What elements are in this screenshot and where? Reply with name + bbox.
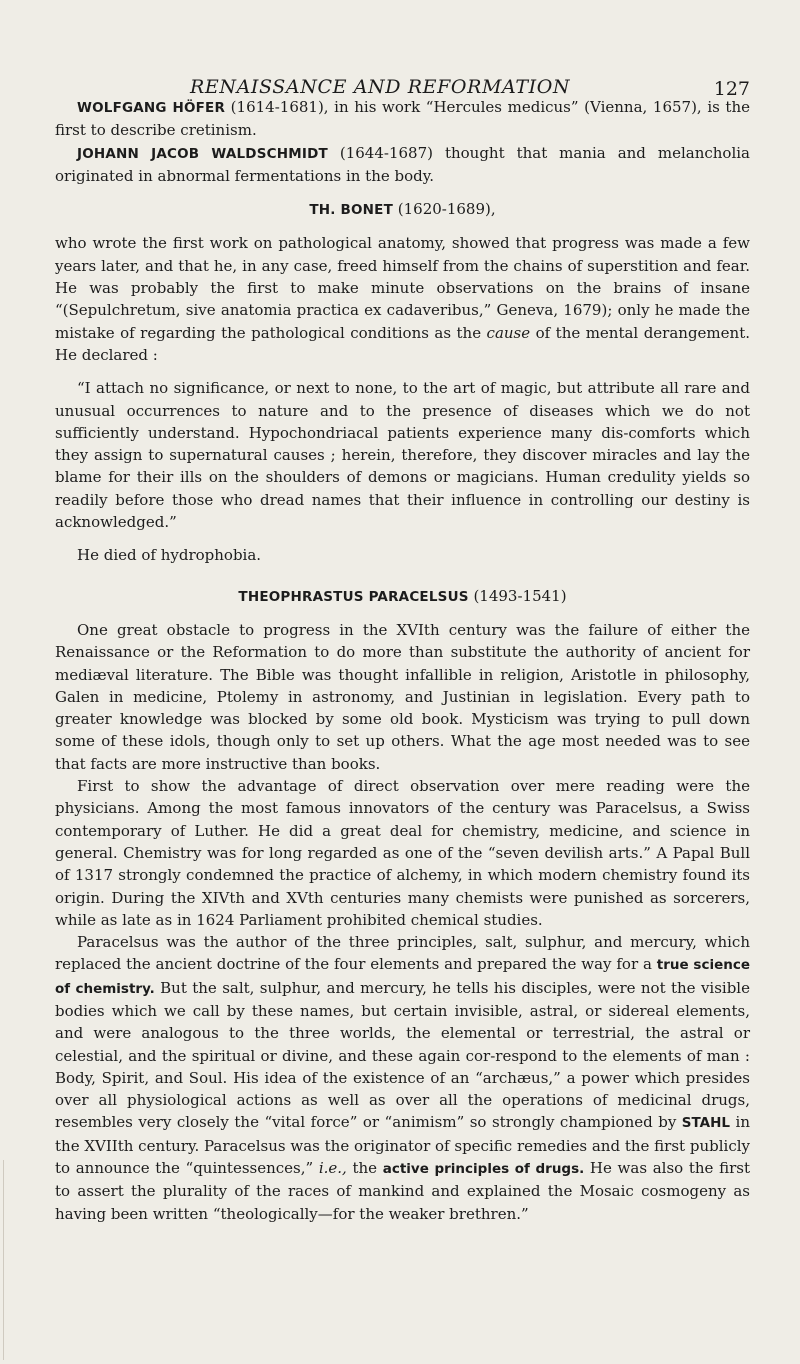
- paragraph-text: the: [346, 1159, 383, 1178]
- paracelsus-paragraph-3: [55, 931, 750, 1225]
- emphasis-text: cause: [486, 323, 531, 342]
- waldschmidt-paragraph: [55, 142, 750, 188]
- paragraph-text: in the XVIIth century. Paracelsus was the originator of specific remedies and the first publicly to announce the “quintessences,”: [55, 1113, 750, 1178]
- hofer-paragraph: [55, 96, 750, 142]
- paragraph-text: Paracelsus was the author of the three principles, salt, sulphur, and mercury, which replaced the ancient doctrine of the four elements and prepared the way for a: [55, 933, 750, 974]
- paragraph-text: (1614-1681), in his work “Hercules medicus” (Vienna, 1657), is the first to describe cretinism.: [55, 98, 750, 140]
- bold-phrase: active principles of drugs.: [382, 1161, 585, 1178]
- bold-name: STAHL: [681, 1115, 731, 1132]
- heading-dates: (1493-1541): [468, 586, 567, 605]
- paragraph-text: (1644-1687) thought that mania and melancholia originated in abnormal fermentations in the body.: [55, 143, 750, 185]
- person-name: TH. BONET: [309, 202, 393, 219]
- body-text: [55, 96, 750, 1225]
- paragraph-text: who wrote the first work on pathological anatomy, showed that progress was made a few years later, and that he, in any case, freed himself from the chains of superstition and fear. He was probably the first to make minute observations on the brains of insane “(Sepulchretum, sive anatomia practica ex cadaveribus,” Geneva, 1679); only he made the mistake of regarding the pathological conditions as the: [55, 234, 750, 342]
- bonet-death: He died of hydrophobia.: [77, 546, 262, 565]
- bonet-paragraph: [55, 232, 750, 366]
- paracelsus-paragraph-2: First to show the advantage of direct observation over mere reading were the physicians. Among the most famous innovators of the century was Paracelsus, a Swiss contemporary of Luther. He did a great deal for chemistry, medicine, and science in general. Chemistry was for long regarded as one of the “seven devilish arts.” A Papal Bull of 1317 strongly condemned the practice of alchemy, in which modern chemistry found its origin. During the XIVth and XVth centuries many chemists were punished as sorcerers, while as late as in 1624 Parliament prohibited chemical studies.: [55, 777, 750, 929]
- page-edge-mark: [3, 1160, 4, 1360]
- page-number: 127: [713, 78, 750, 100]
- person-name: WOLFGANG HÖFER: [77, 100, 226, 116]
- person-name: THEOPHRASTUS PARACELSUS: [238, 588, 469, 605]
- paragraph-text: of the mental derangement. He declared :: [55, 323, 750, 364]
- person-name: JOHANN JACOB WALDSCHMIDT: [77, 145, 328, 162]
- section-heading-bonet: [55, 198, 750, 221]
- section-heading-paracelsus: [55, 585, 750, 608]
- bonet-quote: “I attach no significance, or next to none, to the art of magic, but attribute all rare and unusual occurrences to nature and to the presence of diseases which we do not sufficiently understand. Hypochondriacal patients experience many dis-comforts which they assign to supernatural causes ; herein, therefore, they discover miracles and lay the blame for their ills on the shoulders of demons or magicians. Human credulity yields so readily before those who dread names that their influence in controlling our destiny is acknowledged.”: [55, 379, 750, 532]
- emphasis-text: i.e.,: [318, 1159, 347, 1178]
- paragraph-text: He was also the first to assert the plurality of the races of mankind and explained the Mosaic cosmogeny as having been written “theologically—for the weaker brethren.”: [55, 1159, 750, 1223]
- heading-dates: (1620-1689),: [392, 200, 496, 219]
- running-title: RENAISSANCE AND REFORMATION: [190, 76, 571, 98]
- paracelsus-paragraph-1: One great obstacle to progress in the XVIth century was the failure of either the Renaissance or the Reformation to do more than substitute the authority of ancient for mediæval literature. The Bible was thought infallible in religion, Aristotle in philosophy, Galen in medicine, Ptolemy in astronomy, and Justinian in legislation. Every path to greater knowledge was blocked by some old book. Mysticism was trying to pull down some of these idols, though only to set up others. What the age most needed was to see that facts are more instructive than books.: [55, 620, 750, 773]
- bold-phrase: true science of chemistry.: [55, 957, 750, 997]
- paragraph-text: But the salt, sulphur, and mercury, he tells his disciples, were not the visible bodies which we call by these names, but certain invisible, astral, or sidereal elements, and were analogous to the three worlds, the elemental or terrestrial, the astral or celestial, and the spiritual or divine, and these again cor-respond to the elements of man : Body, Spirit, and Soul. His idea of the existence of an “archæus,” a power which presides over all physiological actions as well as over all the operations of medicinal drugs, resembles very closely the “vital force” or “animism” so strongly championed by: [55, 978, 750, 1132]
